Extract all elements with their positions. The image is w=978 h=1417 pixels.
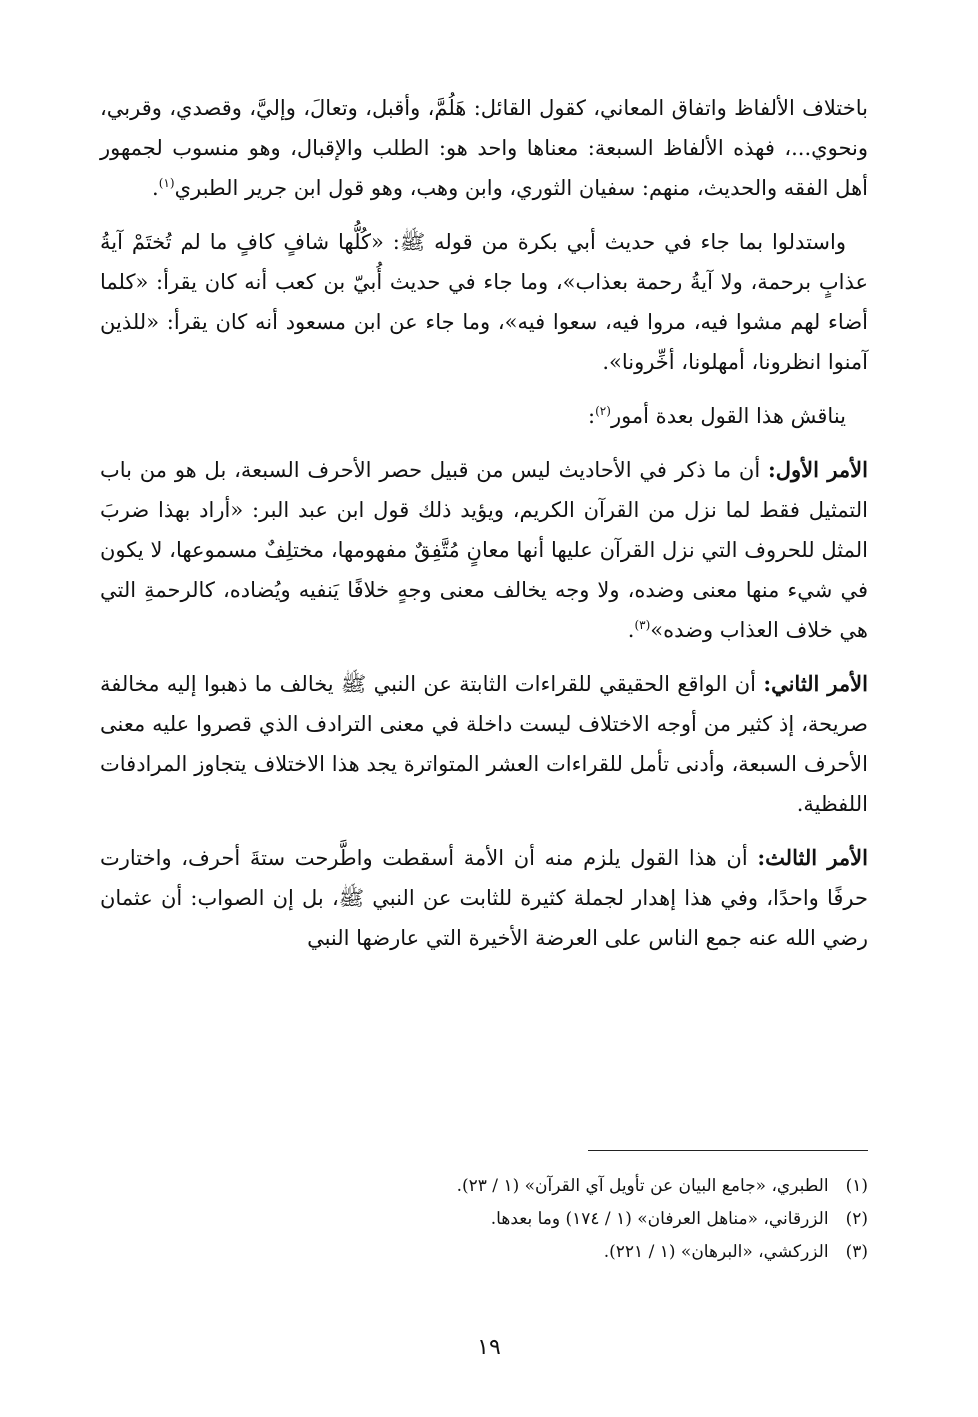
- footnote-number: (١): [845, 1176, 868, 1196]
- footnote-1: [108, 1170, 868, 1203]
- footnote-separator: [588, 1150, 868, 1151]
- footnotes: [108, 1170, 868, 1269]
- page-number: ١٩: [477, 1335, 501, 1360]
- paragraph-3-end: :: [588, 404, 596, 428]
- page-body: [100, 88, 868, 972]
- footnote-number: (٣): [845, 1242, 868, 1262]
- paragraph-1: [100, 88, 868, 208]
- paragraph-3-text: يناقش هذا القول بعدة أمور: [610, 404, 846, 428]
- footnote-number: (٢): [845, 1209, 868, 1229]
- footnote-ref-1[interactable]: (١): [158, 176, 175, 190]
- paragraph-4-text: أن ما ذكر في الأحاديث ليس من قبيل حصر الأحرف السبعة، بل هو من باب التمثيل فقط لما نزل من القرآن الكريم، ويؤيد ذلك قول ابن عبد البر: «أراد بهذا ضربَ المثل للحروف التي نزل القرآن عليها أنها معانٍ مُتَّفِقٌ مفهومها، مختلِفٌ مسموعها، لا يكون في شيء منها معنى وضده، ولا وجه يخالف معنى وجهٍ خلافًا يَنفيه ويُضاده، كالرحمةِ التي هي خلاف العذاب وضده»: [100, 458, 868, 642]
- paragraph-5: [100, 664, 868, 824]
- footnote-text: الطبري، «جامع البيان عن تأويل آي القرآن» (١ / ٢٣).: [456, 1176, 829, 1196]
- paragraph-1-text: باختلاف الألفاظ واتفاق المعاني، كقول القائل: هَلُمَّ، وأقبل، وتعالَ، وإليَّ، وقصدي، وقربي، ونحوي...، فهذه الألفاظ السبعة: معناها واحد هو: الطلب والإقبال، وهو منسوب لجمهور أهل الفقه والحديث، منهم: سفيان الثوري، وابن وهب، وهو قول ابن جرير الطبري: [100, 96, 868, 200]
- paragraph-4-end: .: [627, 618, 635, 642]
- footnote-text: الزركشي، «البرهان» (١ / ٢٢١).: [603, 1242, 829, 1262]
- paragraph-6: [100, 838, 868, 958]
- footnote-text: الزرقاني، «مناهل العرفان» (١ / ١٧٤) وما بعدها.: [490, 1209, 829, 1229]
- footnote-ref-2[interactable]: (٢): [595, 404, 611, 418]
- footnote-2: [108, 1203, 868, 1236]
- paragraph-3: [100, 396, 868, 436]
- paragraph-6-heading: الأمر الثالث:: [757, 845, 868, 870]
- paragraph-5-text: أن الواقع الحقيقي للقراءات الثابتة عن النبي ﷺ يخالف ما ذهبوا إليه مخالفة صريحة، إذ كثير من أوجه الاختلاف ليست داخلة في معنى الترادف الذي قصروا عليه معنى الأحرف السبعة، وأدنى تأمل للقراءات العشر المتواترة يجد هذا الاختلاف يتجاوز المرادفات اللفظية.: [100, 672, 868, 816]
- paragraph-2: [100, 222, 868, 382]
- paragraph-1-end: .: [152, 176, 159, 200]
- paragraph-4: [100, 450, 868, 650]
- footnote-3: [108, 1236, 868, 1269]
- paragraph-2-text: واستدلوا بما جاء في حديث أبي بكرة من قوله ﷺ: «كُلُّها شافٍ كافٍ ما لم تُختَمْ آيةُ عذابٍ برحمة، ولا آيةُ رحمة بعذاب»، وما جاء في حديث أُبيّ بن كعب أنه كان يقرأ: «كلما أضاء لهم مشوا فيه، مروا فيه، سعوا فيه»، وما جاء عن ابن مسعود أنه كان يقرأ: «للذين آمنوا انظرونا، أمهلونا، أخِّرونا».: [100, 230, 868, 374]
- paragraph-5-heading: الأمر الثاني:: [763, 671, 868, 696]
- paragraph-4-heading: الأمر الأول:: [767, 457, 868, 482]
- paragraph-6-text: أن هذا القول يلزم منه أن الأمة أسقطت واطَّرحت ستةَ أحرف، واختارت حرفًا واحدًا، وفي هذا إهدار لجملة كثيرة للثابت عن النبي ﷺ، بل إن الصواب: أن عثمان رضي الله عنه جمع الناس على العرضة الأخيرة التي عارضها النبي: [100, 846, 868, 950]
- footnote-ref-3[interactable]: (٣): [634, 618, 651, 632]
